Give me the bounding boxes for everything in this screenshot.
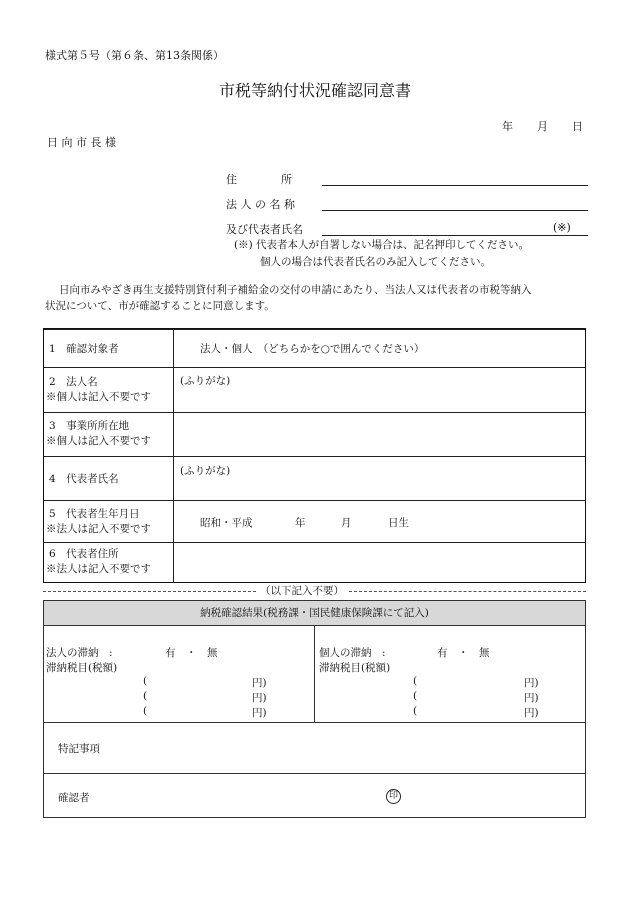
indiv-arrears-label: 個人の滞納 : (319, 647, 386, 659)
paren-open: ( (413, 705, 418, 717)
birth-year-label: 年 (295, 517, 306, 529)
paren-open: ( (413, 690, 418, 702)
dashed-divider-left (43, 591, 281, 592)
birth-month-label: 月 (341, 517, 352, 529)
seal-note-2: 個人の場合は代表者氏名のみ記入してください。 (260, 256, 491, 268)
furigana-label[interactable]: (ふりがな) (180, 465, 231, 477)
table-row-office-address (44, 412, 585, 457)
era-choice[interactable]: 昭和・平成 (200, 517, 253, 529)
corp-yes-no[interactable]: 有 ・ 無 (165, 647, 218, 659)
address-field[interactable] (322, 185, 588, 186)
seal-icon: 印 (386, 789, 401, 804)
row-label: 3 事業所所在地 (49, 420, 130, 432)
table-row-corp-name (44, 367, 585, 413)
paren-open: ( (143, 675, 148, 687)
indiv-tax-item-label: 滞納税目(税額) (319, 662, 391, 674)
row-label: 6 代表者住所 (49, 548, 119, 560)
birth-day-label: 日生 (388, 517, 409, 529)
result-header: 納税確認結果(税務課・国民健康保険課にて記入) (44, 601, 585, 626)
form-number: 様式第５号（第６条、第13条関係） (45, 49, 224, 62)
yen-label: 円) (524, 707, 539, 719)
row-label: 4 代表者氏名 (49, 473, 119, 485)
tax-result-table (43, 600, 586, 818)
indiv-yes-no[interactable]: 有 ・ 無 (437, 647, 490, 659)
representative-field[interactable] (322, 235, 588, 236)
paren-open: ( (413, 675, 418, 687)
representative-label: 及び代表者氏名 (226, 223, 303, 236)
corp-tax-item-label: 滞納税目(税額) (46, 662, 118, 674)
consent-text-line2: 状況について、市が確認することに同意します。 (45, 300, 275, 312)
date-month-label: 月 (537, 120, 548, 133)
dashed-divider-right (349, 591, 586, 592)
addressee: 日 向 市 長 様 (47, 136, 116, 149)
row-label: 1 確認対象者 (49, 343, 119, 355)
applicant-info-table (43, 328, 586, 583)
row-label: 2 法人名 (49, 376, 98, 388)
yen-label: 円) (252, 692, 267, 704)
paren-open: ( (143, 690, 148, 702)
corp-name-label: 法 人 の 名 称 (226, 198, 295, 211)
furigana-label[interactable]: (ふりがな) (180, 375, 231, 387)
row-label: 5 代表者生年月日 (49, 508, 140, 520)
seal-note-1: (※) 代表者本人が自署しない場合は、記名押印してください。 (234, 239, 530, 251)
date-day-label: 日 (572, 120, 583, 133)
row-note: ※法人は記入不要です (46, 563, 151, 575)
yen-label: 円) (524, 692, 539, 704)
page-title: 市税等納付状況確認同意書 (218, 81, 411, 100)
result-column-divider (314, 625, 315, 722)
table-row-rep-address (44, 542, 585, 584)
row-note: ※個人は記入不要です (46, 391, 151, 403)
row-note: ※個人は記入不要です (46, 435, 151, 447)
special-notes-label: 特記事項 (58, 743, 100, 755)
consent-text-line1: 日向市みやざき再生支援特別貸付利子補給金の交付の申請にあたり、当法人又は代表者の市税等納入 (59, 284, 532, 296)
table-row-birthdate (44, 500, 585, 543)
result-row-divider (44, 773, 585, 774)
yen-label: 円) (524, 677, 539, 689)
result-row-divider (44, 722, 585, 723)
corp-name-field[interactable] (322, 210, 588, 211)
row-note: ※法人は記入不要です (46, 523, 151, 535)
date-year-label: 年 (502, 120, 513, 133)
target-choice[interactable]: 法人・個人 （どちらかを○で囲んでください） (200, 343, 425, 355)
corp-arrears-label: 法人の滞納 : (46, 647, 113, 659)
yen-label: 円) (252, 707, 267, 719)
divider-label: （以下記入不要） (260, 585, 344, 597)
address-label: 住 所 (226, 173, 292, 186)
paren-open: ( (143, 705, 148, 717)
table-row-rep-name (44, 456, 585, 501)
seal-mark: (※) (553, 221, 571, 234)
confirmer-label: 確認者 (58, 792, 90, 804)
yen-label: 円) (252, 677, 267, 689)
table-row-target (44, 329, 585, 368)
